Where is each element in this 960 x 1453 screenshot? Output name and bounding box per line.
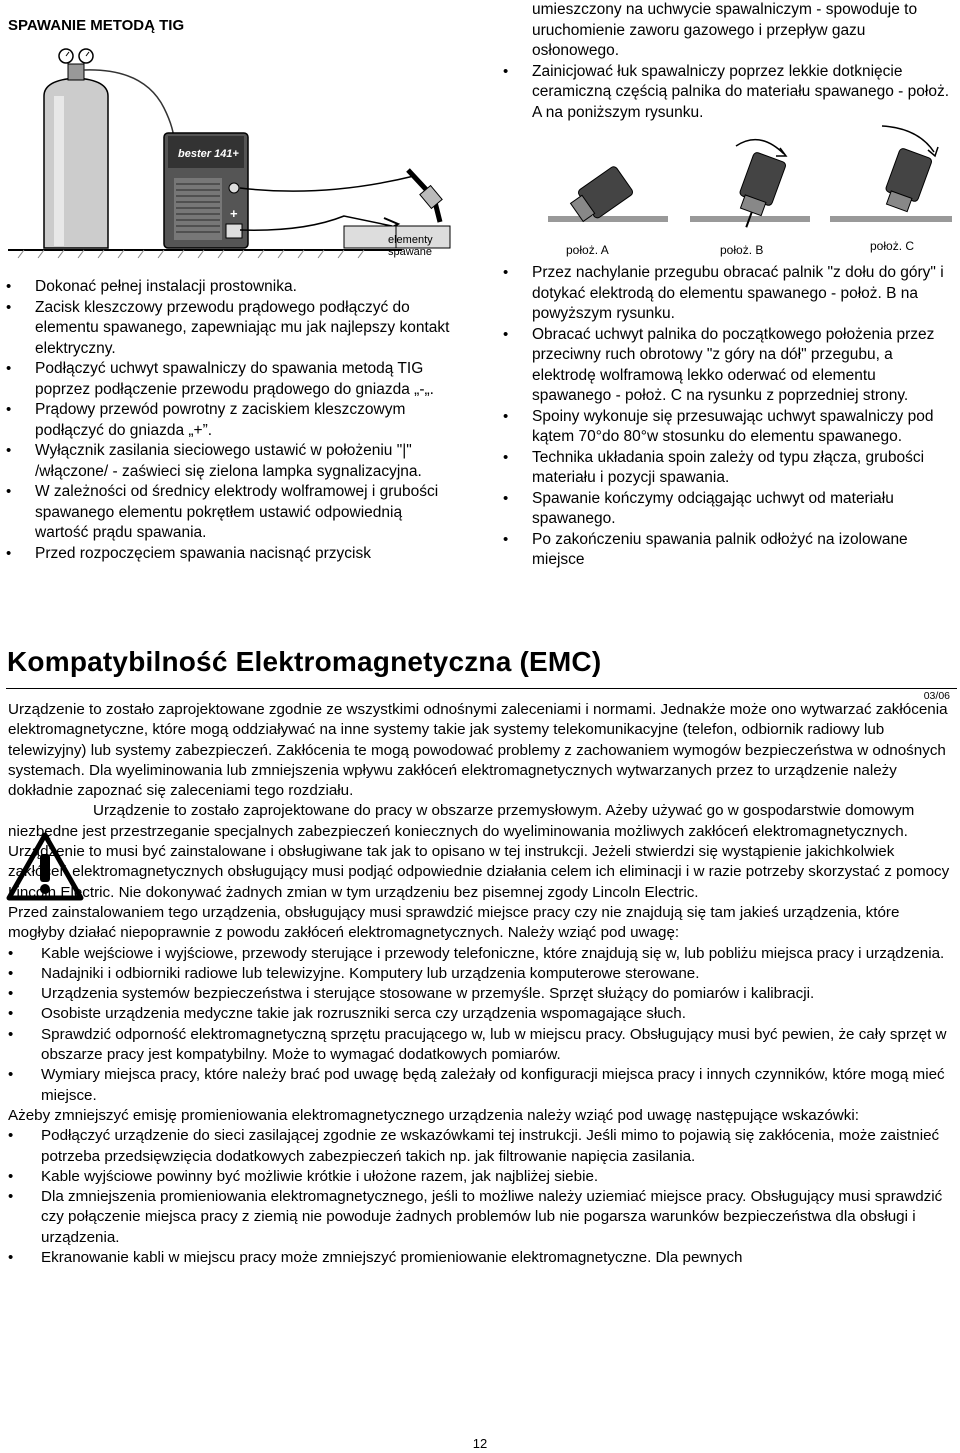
list-item: • Spawanie kończymy odciągając uchwyt od materiału spawanego. [503, 489, 953, 530]
list-item: • Wyłącznik zasilania sieciowego ustawić w położeniu "|" /włączone/ - zaświeci się zielona lampka sygnalizacyjna. [6, 441, 456, 482]
emc-warning-text: Urządzenie to zostało zaprojektowane do pracy w obszarze przemysłowym. Ażeby używać go w gospodarstwie domowym niezbędne jest przestrzeganie specjalnych zabezpieczeń koniecznych do wyeliminowania możliwych zakłóceń elektromagnetycznych. Urządzenie to musi być zainstalowane i obsługiwane tak jak to opisano w tej instrukcji. Jeżeli stwierdzi się wystąpienie jakichkolwiek zakłóceń elektromagnetycznych obsługujący musi podjąć odpowiednie działania celem ich eliminacji i w razie potrzeby skorzystać z pomocy Lincoln Electric. Nie dokonywać żadnych zmian w tym urządzeniu bez pisemnej zgody Lincoln Electric. [8, 802, 950, 901]
list-item: • Podłączyć uchwyt spawalniczy do spawania metodą TIG poprzez podłączenie przewodu prądowego do gniazda „-„. [6, 359, 456, 400]
torch-positions-figure [540, 118, 955, 260]
label-pos-b: położ. B [720, 243, 764, 257]
svg-text:+: + [230, 206, 238, 221]
list-item: • Dokonać pełnej instalacji prostownika. [6, 277, 456, 298]
list-item: • Sprawdzić odporność elektromagnetyczną sprzętu pracującego w, lub w miejscu pracy. Obsługujący musi być pewien, że cały sprzęt w obszarze pracy jest kompatybilny. Może to wymagać dodatkowych pomiarów. [8, 1025, 952, 1066]
figure-caption-line2: spawane [388, 246, 433, 258]
list-item: • Kable wejściowe i wyjściowe, przewody sterujące i przewody telefoniczne, które znajdują się w, lub pobliżu miejsca pracy i urządzenia. [8, 944, 952, 964]
label-pos-a: położ. A [566, 243, 609, 257]
list-item: • Ekranowanie kabli w miejscu pracy może zmniejszyć promieniowanie elektromagnetyczne. Dla pewnych [8, 1248, 952, 1268]
list-item: • Nadajniki i odbiorniki radiowe lub telewizyjne. Komputery lub urządzenia komputerowe sterowane. [8, 964, 952, 984]
list-item: • Urządzenia systemów bezpieczeństwa i sterujące stosowane w przemyśle. Sprzęt służący do pomiarów i kalibracji. [8, 984, 952, 1004]
list-item: • Technika układania spoin zależy od typu złącza, grubości materiału i pozycji spawania. [503, 448, 953, 489]
list-item: • Przez nachylanie przegubu obracać palnik "z dołu do góry" i dotykać elektrodą do elementu spawanego - położ. B na powyższym rysunku. [503, 263, 953, 325]
figure-caption-line1: elementy [388, 234, 433, 246]
list-item: • Zacisk kleszczowy przewodu prądowego podłączyć do elementu spawanego, zapewniając mu jak najlepszy kontakt elektryczny. [6, 298, 456, 360]
divider [6, 688, 957, 689]
list-item: • Osobiste urządzenia medyczne takie jak rozruszniki serca czy urządzenia wspomagające słuch. [8, 1004, 952, 1024]
list-item: • W zależności od średnicy elektrody wolframowej i grubości spawanego elementu pokrętłem ustawić odpowiednią wartość prądu spawania. [6, 482, 456, 544]
list-item: • Zainicjować łuk spawalniczy poprzez lekkie dotknięcie ceramiczną częścią palnika do materiału spawanego - położ. A na poniższym rysunku. [503, 62, 953, 124]
list-item: • Po zakończeniu spawania palnik odłożyć na izolowane miejsce [503, 530, 953, 571]
list-item: • Kable wyjściowe powinny być możliwie krótkie i ułożone razem, jak najbliżej siebie. [8, 1167, 952, 1187]
section-title: SPAWANIE METODĄ TIG [8, 17, 185, 34]
emc-paragraph-2: Przed zainstalowaniem tego urządzenia, obsługujący musi sprawdzić miejsce pracy czy nie znajdują się tam jakieś urządzenia, które mogłyby działać niepoprawnie z powodu zakłóceń elektromagnetycznych. Należy wziąć pod uwagę: [8, 903, 900, 942]
page-number: 12 [472, 1436, 488, 1451]
emc-title: Kompatybilność Elektromagnetyczna (EMC) [7, 646, 602, 677]
list-item: • Spoiny wykonuje się przesuwając uchwyt spawalniczy pod kątem 70°do 80°w stosunku do elementu spawanego. [503, 407, 953, 448]
list-item: • Podłączyć urządzenie do sieci zasilającej zgodnie ze wskazówkami tej instrukcji. Jeśli mimo to pojawią się zakłócenia, może zaistnieć potrzeba przedsięwzięcia dodatkowych zabezpieczeń takich np. jak filtrowanie napięcia zasilania. [8, 1126, 952, 1167]
continuation-text: umieszczony na uchwycie spawalniczym - spowoduje to uruchomienie zaworu gazowego i przepływ gazu osłonowego. [532, 1, 918, 59]
page-code: 03/06 [923, 690, 950, 702]
list-item: • Obracać uchwyt palnika do początkowego położenia przez przeciwny ruch obrotowy "z góry na dół" przegubu, a elektrodę wolframową lekko oderwać od elementu spawanego - położ. C na rysunku z poprzedniej strony. [503, 325, 953, 407]
welding-machine-icon [164, 133, 248, 248]
right-top-text [503, 0, 953, 123]
emc-paragraph-3: Ażeby zmniejszyć emisję promieniowania elektromagnetycznego urządzenia należy wziąć pod uwagę następujące wskazówki: [8, 1106, 859, 1124]
welding-setup-figure [4, 38, 454, 266]
right-instructions [503, 263, 953, 571]
emc-paragraph-1: Urządzenie to zostało zaprojektowane zgodnie ze wszystkimi odnośnymi zaleceniami i normami. Jednakże może ono wytwarzać zakłócenia elektromagnetyczne, które mogą oddziaływać na inne systemy takie jak systemy telekomunikacyjne (telefon, odbiornik radiowy lub telewizyjny) lub systemy zabezpieczeń. Zakłócenia te mogą powodować problemy z zachowaniem wymogów bezpieczeństwa w odnośnych systemach. Dla wyeliminowania lub zmniejszenia wpływu zakłóceń elektromagnetycznych wytwarzanych przez to urządzenie należy dokładnie zapoznać się zaleceniami tego rozdziału. [8, 701, 948, 800]
left-instructions [6, 277, 456, 564]
list-item: • Dla zmniejszenia promieniowania elektromagnetycznego, jeśli to możliwe należy uziemiać miejsce pracy. Obsługujący musi sprawdzić czy połączenie miejsca pracy z ziemią nie powoduje żadnych problemów lub nie pogarsza warunków bezpieczeństwa dla obsługi i urządzenia. [8, 1187, 952, 1248]
torch-c-icon [881, 148, 933, 214]
svg-text:bester 141+: bester 141+ [178, 148, 239, 160]
list-item: • Prądowy przewód powrotny z zaciskiem kleszczowym podłączyć do gniazda „+”. [6, 400, 456, 441]
list-item: • Wymiary miejsca pracy, które należy brać pod uwagę będą zależały od konfiguracji miejsca pracy i innych czynników, które mogą mieć miejsce. [8, 1065, 952, 1106]
emc-body [8, 700, 952, 1268]
label-pos-c: położ. C [870, 239, 915, 253]
list-item: • Przed rozpoczęciem spawania nacisnąć przycisk [6, 544, 456, 565]
gas-cylinder-icon [44, 49, 108, 248]
